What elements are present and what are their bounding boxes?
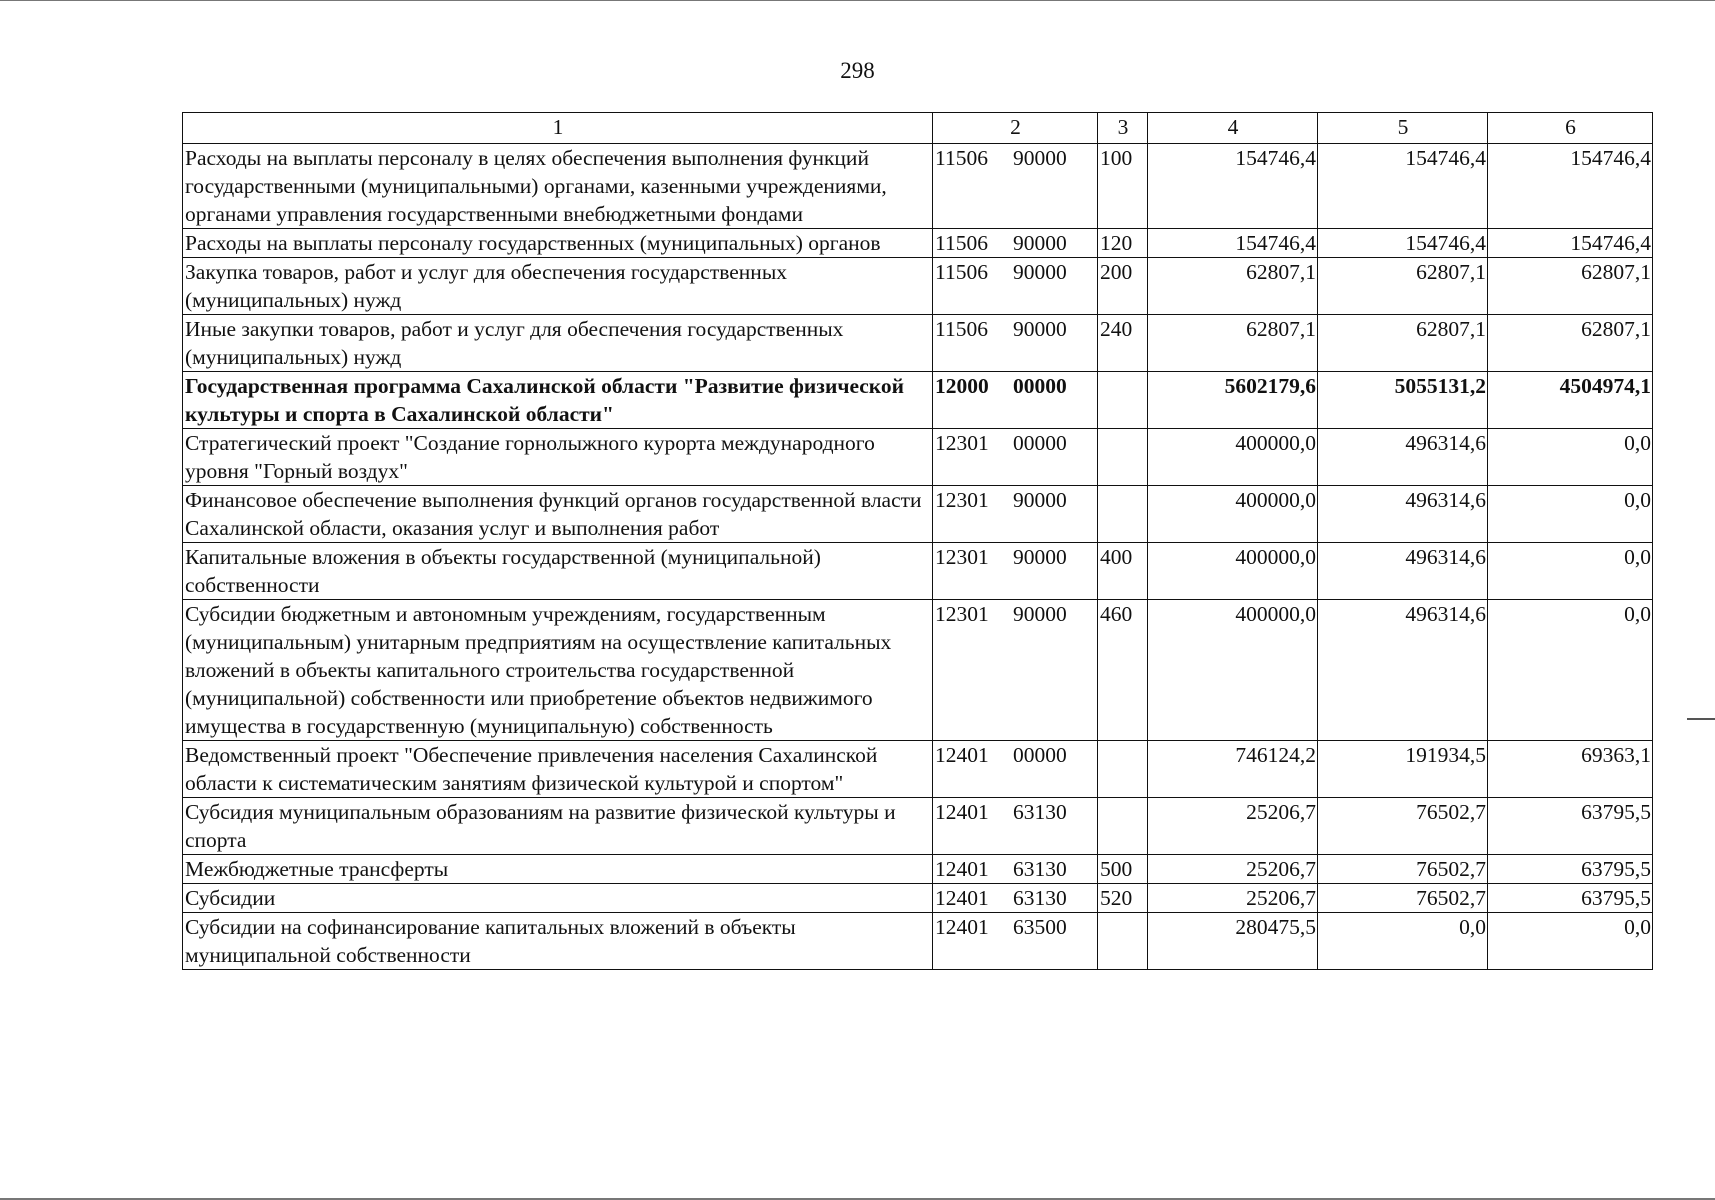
cell-type: 520 <box>1098 884 1148 913</box>
cell-name: Государственная программа Сахалинской области "Развитие физической культуры и спорта в Сахалинской области" <box>183 372 933 429</box>
cell-name: Иные закупки товаров, работ и услуг для обеспечения государственных (муниципальных) нужд <box>183 315 933 372</box>
cell-name: Субсидии на софинансирование капитальных вложений в объекты муниципальной собственности <box>183 913 933 970</box>
code-part-1: 12401 <box>935 800 989 824</box>
cell-type <box>1098 798 1148 855</box>
cell-type: 120 <box>1098 229 1148 258</box>
cell-value-5: 154746,4 <box>1318 144 1488 229</box>
cell-name: Финансовое обеспечение выполнения функций органов государственной власти Сахалинской области, оказания услуг и выполнения работ <box>183 486 933 543</box>
cell-value-5: 62807,1 <box>1318 315 1488 372</box>
code-part-2: 90000 <box>1013 317 1067 341</box>
cell-type: 240 <box>1098 315 1148 372</box>
cell-type <box>1098 913 1148 970</box>
cell-value-5: 5055131,2 <box>1318 372 1488 429</box>
table-row <box>183 913 1653 970</box>
code-part-2: 90000 <box>1013 231 1067 255</box>
code-part-2: 00000 <box>1013 743 1067 767</box>
cell-type: 500 <box>1098 855 1148 884</box>
cell-value-4: 5602179,6 <box>1148 372 1318 429</box>
cell-value-5: 496314,6 <box>1318 486 1488 543</box>
table-row <box>183 229 1653 258</box>
code-part-2: 00000 <box>1013 374 1067 398</box>
cell-value-4: 400000,0 <box>1148 543 1318 600</box>
cell-value-4: 25206,7 <box>1148 855 1318 884</box>
cell-value-5: 62807,1 <box>1318 258 1488 315</box>
cell-code <box>933 884 1098 913</box>
header-col-5: 5 <box>1318 113 1488 144</box>
cell-value-4: 25206,7 <box>1148 798 1318 855</box>
table-row <box>183 144 1653 229</box>
cell-value-5: 76502,7 <box>1318 798 1488 855</box>
cell-value-6: 154746,4 <box>1488 144 1653 229</box>
code-part-1: 12401 <box>935 915 989 939</box>
cell-code <box>933 229 1098 258</box>
table-row <box>183 884 1653 913</box>
header-row <box>183 113 1653 144</box>
cell-value-4: 25206,7 <box>1148 884 1318 913</box>
cell-code <box>933 372 1098 429</box>
cell-value-6: 63795,5 <box>1488 884 1653 913</box>
table-row <box>183 798 1653 855</box>
cell-type <box>1098 429 1148 486</box>
cell-name: Межбюджетные трансферты <box>183 855 933 884</box>
cell-value-6: 0,0 <box>1488 600 1653 741</box>
code-part-2: 90000 <box>1013 260 1067 284</box>
cell-value-4: 62807,1 <box>1148 315 1318 372</box>
cell-value-6: 0,0 <box>1488 913 1653 970</box>
code-part-1: 11506 <box>935 317 988 341</box>
cell-value-4: 154746,4 <box>1148 144 1318 229</box>
cell-code <box>933 543 1098 600</box>
cell-value-4: 62807,1 <box>1148 258 1318 315</box>
cell-value-5: 496314,6 <box>1318 600 1488 741</box>
cell-code <box>933 486 1098 543</box>
cell-type <box>1098 372 1148 429</box>
code-part-2: 90000 <box>1013 488 1067 512</box>
table-row <box>183 855 1653 884</box>
cell-name: Закупка товаров, работ и услуг для обеспечения государственных (муниципальных) нужд <box>183 258 933 315</box>
cell-value-4: 400000,0 <box>1148 486 1318 543</box>
cell-value-6: 62807,1 <box>1488 315 1653 372</box>
code-part-2: 63130 <box>1013 857 1067 881</box>
cell-code <box>933 429 1098 486</box>
cell-name: Ведомственный проект "Обеспечение привлечения населения Сахалинской области к систематическим занятиям физической культурой и спортом" <box>183 741 933 798</box>
cell-value-6: 62807,1 <box>1488 258 1653 315</box>
code-part-1: 12000 <box>935 374 989 398</box>
cell-name: Стратегический проект "Создание горнолыжного курорта международного уровня "Горный воздух" <box>183 429 933 486</box>
code-part-2: 00000 <box>1013 431 1067 455</box>
header-col-2: 2 <box>933 113 1098 144</box>
cell-code <box>933 913 1098 970</box>
code-part-2: 90000 <box>1013 146 1067 170</box>
code-part-1: 12301 <box>935 602 989 626</box>
header-col-6: 6 <box>1488 113 1653 144</box>
code-part-1: 11506 <box>935 260 988 284</box>
cell-name: Расходы на выплаты персоналу в целях обеспечения выполнения функций государственными (муниципальными) органами, казенными учреждениями, органами управления государственными внебюджетными фондами <box>183 144 933 229</box>
cell-type: 460 <box>1098 600 1148 741</box>
cell-type <box>1098 486 1148 543</box>
code-part-1: 12401 <box>935 886 989 910</box>
cell-value-5: 191934,5 <box>1318 741 1488 798</box>
code-part-2: 90000 <box>1013 602 1067 626</box>
cell-value-5: 496314,6 <box>1318 543 1488 600</box>
cell-value-4: 280475,5 <box>1148 913 1318 970</box>
code-part-1: 12401 <box>935 857 989 881</box>
cell-value-5: 0,0 <box>1318 913 1488 970</box>
cell-value-4: 400000,0 <box>1148 600 1318 741</box>
cell-value-5: 76502,7 <box>1318 855 1488 884</box>
page-number: 298 <box>840 58 875 83</box>
cell-code <box>933 798 1098 855</box>
cell-value-4: 746124,2 <box>1148 741 1318 798</box>
cell-code <box>933 144 1098 229</box>
cell-code <box>933 258 1098 315</box>
table-row <box>183 741 1653 798</box>
cell-name: Капитальные вложения в объекты государственной (муниципальной) собственности <box>183 543 933 600</box>
table-row <box>183 372 1653 429</box>
table-row <box>183 315 1653 372</box>
cell-name: Субсидии бюджетным и автономным учреждениям, государственным (муниципальным) унитарным предприятиям на осуществление капитальных вложений в объекты капитального строительства государственной (муниципальной) собственности или приобретение объектов недвижимого имущества в государственную (муниципальную) собственность <box>183 600 933 741</box>
cell-value-6: 0,0 <box>1488 429 1653 486</box>
code-part-2: 63130 <box>1013 886 1067 910</box>
code-part-2: 90000 <box>1013 545 1067 569</box>
cell-type: 400 <box>1098 543 1148 600</box>
cell-code <box>933 855 1098 884</box>
code-part-2: 63500 <box>1013 915 1067 939</box>
cell-value-6: 63795,5 <box>1488 855 1653 884</box>
table-row <box>183 429 1653 486</box>
code-part-1: 12301 <box>935 431 989 455</box>
cell-name: Расходы на выплаты персоналу государственных (муниципальных) органов <box>183 229 933 258</box>
cell-code <box>933 315 1098 372</box>
code-part-1: 11506 <box>935 146 988 170</box>
table-row <box>183 486 1653 543</box>
cell-code <box>933 741 1098 798</box>
cell-value-6: 0,0 <box>1488 486 1653 543</box>
budget-table <box>182 112 1653 970</box>
cell-value-6: 63795,5 <box>1488 798 1653 855</box>
header-col-4: 4 <box>1148 113 1318 144</box>
cell-value-5: 76502,7 <box>1318 884 1488 913</box>
cell-type <box>1098 741 1148 798</box>
table-row <box>183 258 1653 315</box>
scan-top-edge <box>0 0 1715 1</box>
cell-value-6: 69363,1 <box>1488 741 1653 798</box>
cell-value-5: 154746,4 <box>1318 229 1488 258</box>
table-row <box>183 543 1653 600</box>
cell-value-6: 154746,4 <box>1488 229 1653 258</box>
cell-name: Субсидия муниципальным образованиям на развитие физической культуры и спорта <box>183 798 933 855</box>
cell-type: 100 <box>1098 144 1148 229</box>
cell-value-4: 400000,0 <box>1148 429 1318 486</box>
header-col-3: 3 <box>1098 113 1148 144</box>
cell-type: 200 <box>1098 258 1148 315</box>
code-part-2: 63130 <box>1013 800 1067 824</box>
header-col-1: 1 <box>183 113 933 144</box>
cell-value-6: 0,0 <box>1488 543 1653 600</box>
cell-value-6: 4504974,1 <box>1488 372 1653 429</box>
cell-code <box>933 600 1098 741</box>
cell-name: Субсидии <box>183 884 933 913</box>
table-body <box>183 144 1653 970</box>
table-row <box>183 600 1653 741</box>
code-part-1: 11506 <box>935 231 988 255</box>
scan-edge-mark <box>1687 718 1715 720</box>
code-part-1: 12301 <box>935 545 989 569</box>
code-part-1: 12301 <box>935 488 989 512</box>
cell-value-4: 154746,4 <box>1148 229 1318 258</box>
code-part-1: 12401 <box>935 743 989 767</box>
cell-value-5: 496314,6 <box>1318 429 1488 486</box>
